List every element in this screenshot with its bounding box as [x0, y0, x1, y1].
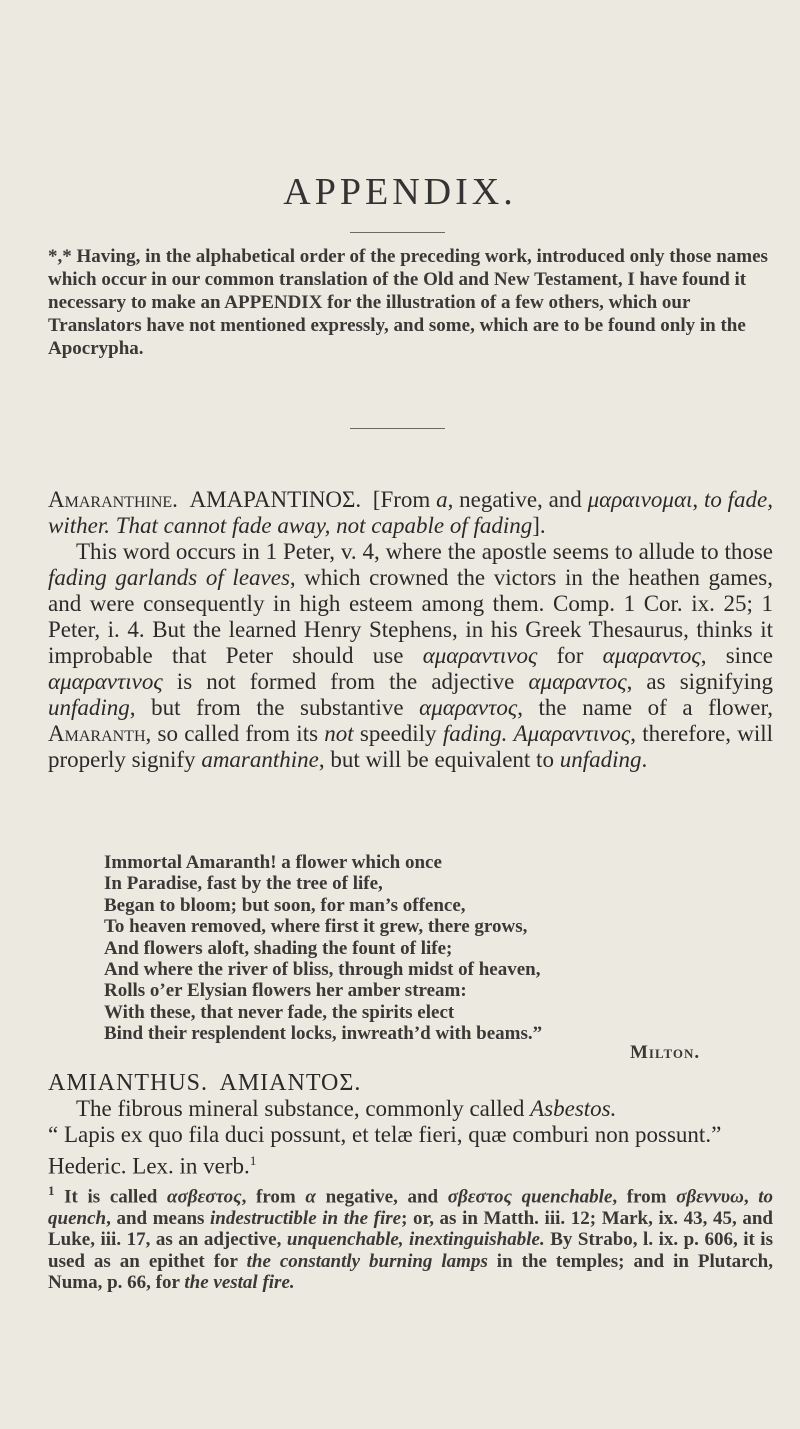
entry-amaranthine [48, 487, 773, 773]
greek-word: αμαραντος [528, 669, 627, 694]
body-text: “ Lapis ex quo fila duci possunt, et telæ fieri, quæ comburi non possunt.” Hederic. Lex. in verb. [48, 1122, 722, 1179]
footnote-italic: unquenchable, inextinguishable. [286, 1229, 545, 1251]
body-text: , but will be equivalent to [318, 747, 560, 772]
body-text: , so called from its [145, 721, 325, 746]
greek-word: σβεστος [447, 1186, 512, 1208]
body-text: , which crowned the victors in the heathen games, and were consequently in high esteem among them. Comp. 1 Cor. ix. 25; 1 Peter, i. 4. But the learned Henry Stephens, in his Greek Thesaurus, thinks it improbable that Peter should use [48, 565, 773, 668]
footnote-italic: the constantly burning lamps [246, 1250, 488, 1272]
footnote-italic: the vestal fire. [184, 1272, 295, 1294]
entry-body [48, 539, 773, 773]
body-italic: amaranthine [201, 747, 319, 772]
etymology-text: [From [372, 487, 437, 512]
poem-attribution: Milton. [630, 1042, 701, 1063]
divider-bottom [350, 428, 445, 429]
entry-body [48, 1096, 773, 1122]
headword: Amaranthine. [48, 487, 178, 512]
page-title: APPENDIX. [283, 171, 517, 213]
greek-word: αμαραντος [602, 643, 701, 668]
poem-line: And flowers aloft, shading the fount of life; [104, 937, 453, 959]
footnote-text: ; or, as in Matth. iii. 12; Mark, ix. 43, 45, and Luke, iii. 17, as an adjective, [48, 1207, 773, 1251]
poem-line: With these, that never fade, the spirits elect [104, 1001, 455, 1023]
entry-amianthus [48, 1070, 773, 1180]
footnote-text: , and means [106, 1207, 211, 1229]
body-italic: fading. [442, 721, 508, 746]
etymology-text: ]. [532, 513, 546, 538]
footnote-text: in the temples; and in Plutarch, Numa, p. 66, for [48, 1250, 773, 1294]
asterism: *,* [48, 246, 72, 267]
etymology-text: , negative, and [447, 487, 588, 512]
body-text: speedily [353, 721, 443, 746]
body-text: The fibrous mineral substance, commonly called [76, 1096, 531, 1121]
body-text: , as signifying [626, 669, 773, 694]
body-italic: unfading [48, 695, 130, 720]
greek-word: μαραινομαι [587, 487, 693, 512]
entry-heading [48, 487, 773, 539]
body-italic: fading garlands of leaves [48, 565, 290, 590]
poem-line: And where the river of bliss, through midst of heaven, [104, 959, 541, 981]
greek-word: αμαραντινος [48, 669, 163, 694]
footnote-text [512, 1186, 522, 1207]
footnote [48, 1180, 773, 1294]
footnote-text: By Strabo, l. ix. p. 606, it is used as an epithet for [48, 1229, 773, 1272]
greek-word: αμαραντος [419, 695, 518, 720]
footnote-italic: indestructible in the fire [210, 1207, 402, 1229]
body-text: is not formed from the adjective [162, 669, 529, 694]
headword-greek: ΑΜΙΑΝΤΟΣ. [219, 1070, 362, 1096]
etymology-text: , [692, 487, 704, 512]
greek-word: Αμαραντινος [513, 721, 631, 746]
poem-line: To heaven removed, where first it grew, there grows, [104, 916, 528, 938]
body-text: , since [700, 643, 773, 668]
headword: AMIANTHUS. [48, 1070, 208, 1096]
footnote-text: It is called [64, 1186, 167, 1208]
body-italic: unfading [559, 747, 642, 772]
entry-body [48, 1122, 773, 1180]
entry-heading [48, 1070, 773, 1096]
intro-text: Having, in the alphabetical order of the preceding work, introduced only those names which occur in our common translation of the Old and New Testament, I have found it necessary to make an APPENDIX for the illustration of a few others, which our Translators have not mentioned expressly, and some, which are to be found only in the Apocrypha. [48, 246, 768, 359]
body-text: , the name of a flower, [517, 695, 773, 720]
body-text: This word occurs in 1 Peter, v. 4, where the apostle seems to allude to those [76, 539, 773, 564]
body-italic: Asbestos. [530, 1096, 617, 1121]
etymology-gloss: to fade, wither. That cannot fade away, not capable of fading [48, 487, 774, 538]
headword-greek: ΑΜΑΡΑΝΤΙΝΟΣ. [189, 487, 362, 512]
poem-line: Began to bloom; but soon, for man’s offence, [104, 894, 466, 916]
intro-paragraph [48, 245, 773, 360]
footnote-text: , [743, 1186, 759, 1208]
greek-word: αμαραντινος [422, 643, 538, 668]
body-italic: not [324, 721, 354, 746]
greek-word: ασβεστος [166, 1186, 242, 1208]
footnote-text: , from [612, 1186, 677, 1208]
etymology-text: a [436, 487, 448, 512]
divider-top [350, 232, 445, 233]
body-text: , therefore, will properly signify [48, 721, 774, 772]
poem-line: Rolls o’er Elysian flowers her amber stream: [104, 980, 467, 1002]
poem-line: Bind their resplendent locks, inwreath’d with beams.” [104, 1023, 543, 1045]
body-text: for [537, 643, 603, 668]
body-smallcaps: Amaranth [48, 721, 146, 746]
body-text: . [641, 747, 648, 772]
footnote-text: negative, and [315, 1186, 448, 1208]
footnote-italic: quenchable [521, 1186, 613, 1208]
greek-word: α [305, 1186, 316, 1208]
poem-line: Immortal Amaranth! a flower which once [104, 852, 442, 873]
poem-quotation [104, 852, 704, 1045]
footnote-italic: to quench [48, 1186, 774, 1229]
poem-line: In Paradise, fast by the tree of life, [104, 873, 383, 895]
footnote-text: , from [241, 1186, 306, 1208]
footnote-number: 1 [48, 1183, 55, 1198]
body-text: , but from the substantive [129, 695, 420, 720]
greek-word: σβεννυω [676, 1186, 744, 1208]
footnote-ref: 1 [249, 1153, 257, 1168]
